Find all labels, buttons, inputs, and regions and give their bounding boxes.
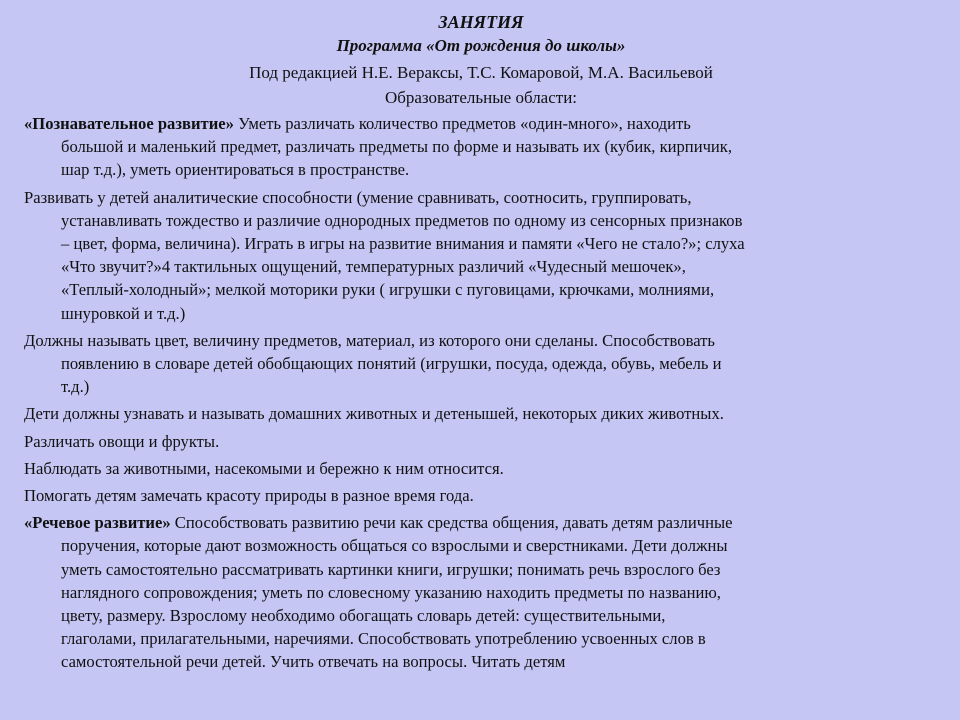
- paragraph-naming: [24, 329, 938, 399]
- areas-label: Образовательные области:: [384, 88, 578, 107]
- paragraph-animals: [24, 402, 938, 425]
- paragraph-heading: «Речевое развитие»: [24, 513, 171, 533]
- paragraph-text: Должны называть цвет, величину предметов, материал, из которого они сделаны. Способствовать появлению в словаре детей обобщающих понятий (игрушки, посуда, одежда, обувь, мебель и т.д.): [24, 330, 722, 397]
- paragraph-vegetables: [24, 430, 938, 453]
- paragraph-text: Уметь различать количество предметов «один-много», находить большой и маленький предмет, различать предметы по форме и называть их (кубик, кирпичик, шар т.д.), уметь ориентироваться в пространстве.: [61, 114, 733, 180]
- page-title: ЗАНЯТИЯ: [438, 12, 524, 32]
- paragraph-nature: [24, 484, 938, 507]
- paragraph-speech: [24, 511, 938, 673]
- editors-line: Под редакцией Н.Е. Вераксы, Т.С. Комаровой, М.А. Васильевой: [249, 63, 713, 82]
- paragraph-heading: «Познавательное развитие»: [24, 114, 234, 133]
- paragraph-text: Способствовать развитию речи как средства общения, давать детям различные поручения, которые дают возможность общаться со взрослыми и сверстниками. Дети должны уметь самостоятельно рассматривать картинки книги, игрушки; понимать речь взрослого без наглядного сопровождения; уметь по словесному указанию находить предметы по названию, цвету, размеру. Взрослому необходимо обогащать словарь детей: существительными, глаголами, прилагательными, наречиями. Способствовать употреблению усвоенных слов в самостоятельной речи детей. Учить отвечать на вопросы. Читать детям: [61, 513, 733, 672]
- paragraph-text: Развивать у детей аналитические способности (умение сравнивать, соотносить, группировать, устанавливать тождество и различие однородных предметов по одному из сенсорных признаков – цвет, форма, величина). Играть в игры на развитие внимания и памяти «Чего не стало?»; слуха «Что звучит?»4 тактильных ощущений, температурных различий «Чудесный мешочек», «Теплый-холодный»; мелкой моторики руки ( игрушки с пуговицами, крючками, молниями, шнуровкой и т.д.): [24, 187, 745, 323]
- paragraph-cognitive: [24, 112, 938, 182]
- paragraph-analytical: [24, 186, 938, 325]
- paragraph-text: Дети должны узнавать и называть домашних животных и детенышей, некоторых диких животных.: [24, 404, 724, 424]
- program-title: Программа «От рождения до школы»: [336, 36, 626, 55]
- paragraph-observe: [24, 457, 938, 480]
- paragraph-text: Наблюдать за животными, насекомыми и бережно к ним относится.: [24, 458, 504, 478]
- paragraph-text: Помогать детям замечать красоту природы в разное время года.: [24, 486, 474, 506]
- paragraph-text: Различать овощи и фрукты.: [24, 431, 220, 451]
